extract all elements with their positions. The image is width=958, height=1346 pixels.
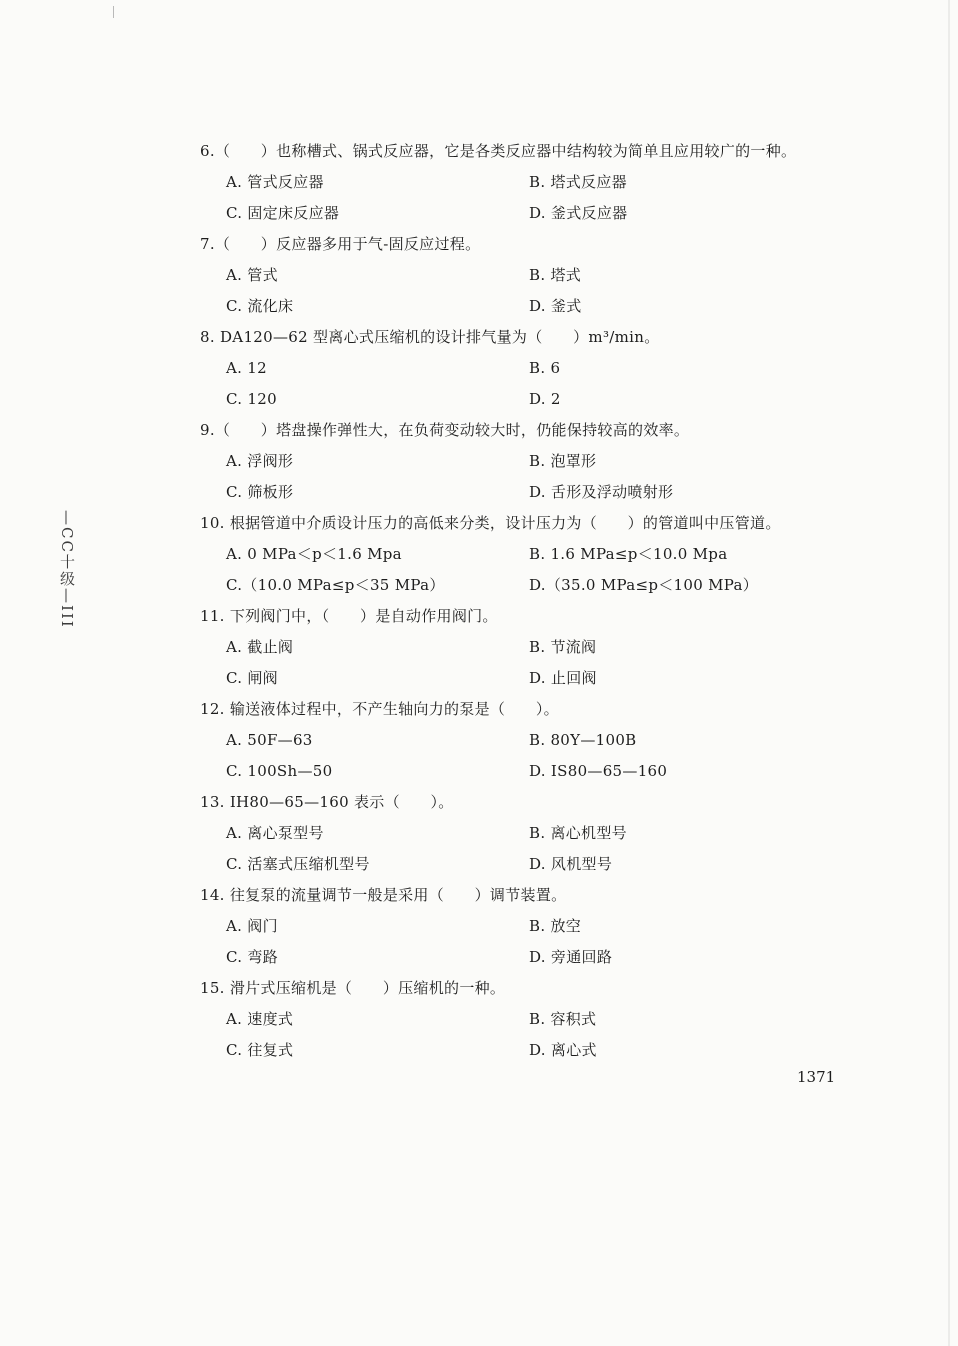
question-stem: 11. 下列阀门中，（ ）是自动作用阀门。 (200, 607, 498, 625)
option-list (200, 911, 840, 973)
option-list (200, 167, 840, 229)
question-6 (200, 136, 840, 229)
option-c: C. 往复式 (226, 1041, 294, 1059)
option-b: B. 放空 (529, 917, 582, 935)
option-d: D. 止回阀 (529, 669, 597, 687)
option-list (200, 260, 840, 322)
page-number: 1371 (797, 1068, 836, 1086)
option-c: C. 流化床 (226, 297, 294, 315)
option-b: B. 离心机型号 (529, 824, 627, 842)
question-stem: 14. 往复泵的流量调节一般是采用（ ）调节装置。 (200, 886, 567, 904)
question-7 (200, 229, 840, 322)
option-a: A. 50F—63 (226, 731, 313, 749)
option-list (200, 539, 840, 601)
option-d: D. IS80—65—160 (529, 762, 668, 780)
question-13 (200, 787, 840, 880)
option-a: A. 速度式 (226, 1010, 294, 1028)
question-stem: 9.（ ）塔盘操作弹性大，在负荷变动较大时，仍能保持较高的效率。 (200, 421, 690, 439)
option-d: D. 釜式 (529, 297, 582, 315)
question-stem: 8. DA120—62 型离心式压缩机的设计排气量为（ ）m³/min。 (200, 328, 660, 346)
option-d: D. 釜式反应器 (529, 204, 628, 222)
option-list (200, 632, 840, 694)
question-12 (200, 694, 840, 787)
option-d: D.（35.0 MPa≤p＜100 MPa） (529, 576, 759, 594)
scan-edge (948, 0, 950, 1346)
option-d: D. 旁通回路 (529, 948, 613, 966)
option-c: C. 固定床反应器 (226, 204, 340, 222)
side-margin-text: —CC十级—III (58, 510, 76, 629)
option-d: D. 2 (529, 390, 561, 408)
option-list (200, 725, 840, 787)
option-c: C. 120 (226, 390, 277, 408)
option-b: B. 节流阀 (529, 638, 597, 656)
question-14 (200, 880, 840, 973)
option-a: A. 阀门 (226, 917, 278, 935)
question-list (200, 136, 840, 1066)
option-a: A. 12 (226, 359, 267, 377)
option-d: D. 离心式 (529, 1041, 597, 1059)
option-list (200, 353, 840, 415)
option-b: B. 塔式反应器 (529, 173, 627, 191)
question-stem: 6.（ ）也称槽式、锅式反应器，它是各类反应器中结构较为简单且应用较广的一种。 (200, 142, 797, 160)
option-list (200, 1004, 840, 1066)
option-b: B. 塔式 (529, 266, 582, 284)
option-a: A. 管式 (226, 266, 278, 284)
option-a: A. 离心泵型号 (226, 824, 324, 842)
option-c: C. 100Sh—50 (226, 762, 333, 780)
option-d: D. 舌形及浮动喷射形 (529, 483, 674, 501)
question-stem: 10. 根据管道中介质设计压力的高低来分类，设计压力为（ ）的管道叫中压管道。 (200, 514, 781, 532)
option-b: B. 容积式 (529, 1010, 597, 1028)
question-9 (200, 415, 840, 508)
question-stem: 12. 输送液体过程中，不产生轴向力的泵是（ ）。 (200, 700, 559, 718)
option-b: B. 泡罩形 (529, 452, 597, 470)
option-d: D. 风机型号 (529, 855, 613, 873)
question-stem: 7.（ ）反应器多用于气-固反应过程。 (200, 235, 481, 253)
question-stem: 15. 滑片式压缩机是（ ）压缩机的一种。 (200, 979, 506, 997)
option-b: B. 80Y—100B (529, 731, 637, 749)
option-a: A. 管式反应器 (226, 173, 324, 191)
option-a: A. 截止阀 (226, 638, 294, 656)
option-a: A. 0 MPa＜p＜1.6 Mpa (226, 545, 402, 563)
option-a: A. 浮阀形 (226, 452, 294, 470)
option-list (200, 446, 840, 508)
option-c: C. 弯路 (226, 948, 278, 966)
option-b: B. 6 (529, 359, 561, 377)
option-c: C.（10.0 MPa≤p＜35 MPa） (226, 576, 445, 594)
option-c: C. 闸阀 (226, 669, 278, 687)
option-list (200, 818, 840, 880)
option-b: B. 1.6 MPa≤p＜10.0 Mpa (529, 545, 728, 563)
question-10 (200, 508, 840, 601)
question-15 (200, 973, 840, 1066)
option-c: C. 活塞式压缩机型号 (226, 855, 370, 873)
scan-mark (113, 6, 114, 18)
question-stem: 13. IH80—65—160 表示（ ）。 (200, 793, 454, 811)
question-11 (200, 601, 840, 694)
option-c: C. 筛板形 (226, 483, 294, 501)
question-8 (200, 322, 840, 415)
